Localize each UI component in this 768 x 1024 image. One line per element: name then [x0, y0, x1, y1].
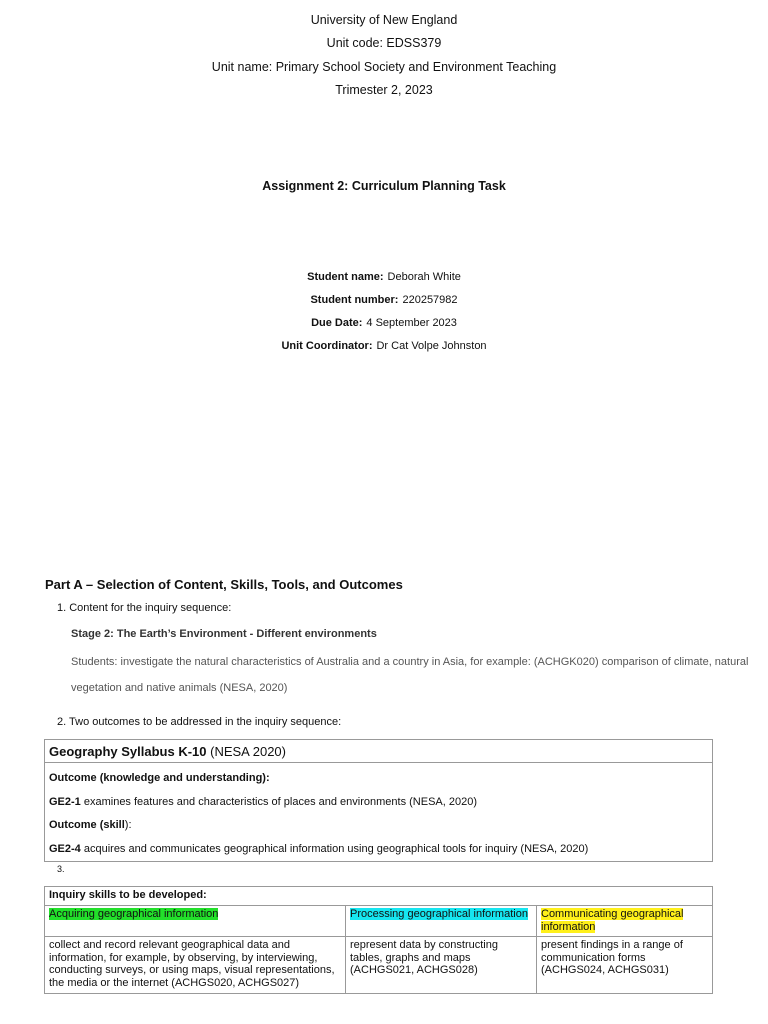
list-item-2: 2. Two outcomes to be addressed in the inquiry sequence:: [57, 716, 342, 728]
outcome-ge24-row: [49, 838, 708, 862]
list-item-3: 3.: [57, 864, 65, 874]
due-date-value: 4 September 2023: [366, 317, 457, 329]
skills-header-cell: [45, 887, 713, 906]
student-number-label: Student number:: [310, 294, 399, 306]
column-processing: [346, 906, 537, 937]
ge21-code: GE2-1: [49, 795, 81, 808]
syllabus-cell: [45, 740, 713, 763]
skills-header: Inquiry skills to be developed:: [49, 889, 207, 901]
column-processing-label: Processing geographical information: [350, 908, 528, 920]
student-number-row: [0, 294, 768, 306]
assignment-title: Assignment 2: Curriculum Planning Task: [262, 179, 506, 193]
university-name: University of New England: [310, 13, 458, 27]
cell-processing: represent data by constructing tables, graphs and maps (ACHGS021, ACHGS028): [346, 937, 537, 994]
cell-communicating: present findings in a range of communication forms (ACHGS024, ACHGS031): [537, 937, 713, 994]
stage-heading: Stage 2: The Earth’s Environment - Different environments: [71, 628, 377, 640]
outcome-knowledge-label: Outcome (knowledge and understanding):: [49, 772, 270, 784]
student-name-value: Deborah White: [387, 271, 461, 283]
inquiry-skills-table: [44, 886, 713, 994]
due-date-label: Due Date:: [311, 317, 363, 329]
unit-name: Unit name: Primary School Society and Environment Teaching: [211, 60, 557, 74]
ge21-text: examines features and characteristics of places and environments (NESA, 2020): [80, 795, 477, 808]
outcome-skill-suffix: ):: [124, 819, 132, 831]
due-date-row: [0, 317, 768, 329]
syllabus-source: (NESA 2020): [206, 743, 286, 759]
syllabus-title: Geography Syllabus K-10: [49, 743, 207, 759]
list-item-1: 1. Content for the inquiry sequence:: [57, 602, 232, 614]
outcome-skill-label: Outcome (skill: [49, 819, 125, 831]
coordinator-value: Dr Cat Volpe Johnston: [376, 340, 487, 352]
outcome-ge21-row: [49, 791, 708, 815]
column-communicating: [537, 906, 713, 937]
outcome-knowledge-row: [49, 767, 708, 791]
content-description: Students: investigate the natural characteristics of Australia and a country in Asia, for example: (ACHGK020) comparison of climate, natural vegetation and native animals (NESA, 2020): [71, 656, 749, 694]
unit-code: Unit code: EDSS379: [326, 36, 442, 50]
ge24-code: GE2-4: [49, 842, 81, 855]
part-a-heading: Part A – Selection of Content, Skills, Tools, and Outcomes: [45, 577, 403, 592]
cell-acquiring: collect and record relevant geographical data and information, for example, by observing, by interviewing, conducting surveys, or using maps, visual representations, the media or the internet (ACHGS020, ACHGS027): [45, 937, 346, 994]
outcomes-cell: [45, 763, 713, 862]
student-number-value: 220257982: [402, 294, 458, 306]
column-acquiring: [45, 906, 346, 937]
student-name-row: [0, 271, 768, 283]
student-name-label: Student name:: [307, 271, 384, 283]
trimester: Trimester 2, 2023: [335, 83, 433, 97]
column-communicating-label: Communicating geographical information: [541, 908, 684, 933]
ge24-text: acquires and communicates geographical information using geographical tools for inquiry (NESA, 2020): [80, 842, 589, 855]
outcome-skill-row: [49, 814, 708, 838]
column-acquiring-label: Acquiring geographical information: [49, 908, 219, 920]
coordinator-label: Unit Coordinator:: [281, 340, 373, 352]
coordinator-row: [0, 340, 768, 352]
outcomes-table: [44, 739, 713, 862]
